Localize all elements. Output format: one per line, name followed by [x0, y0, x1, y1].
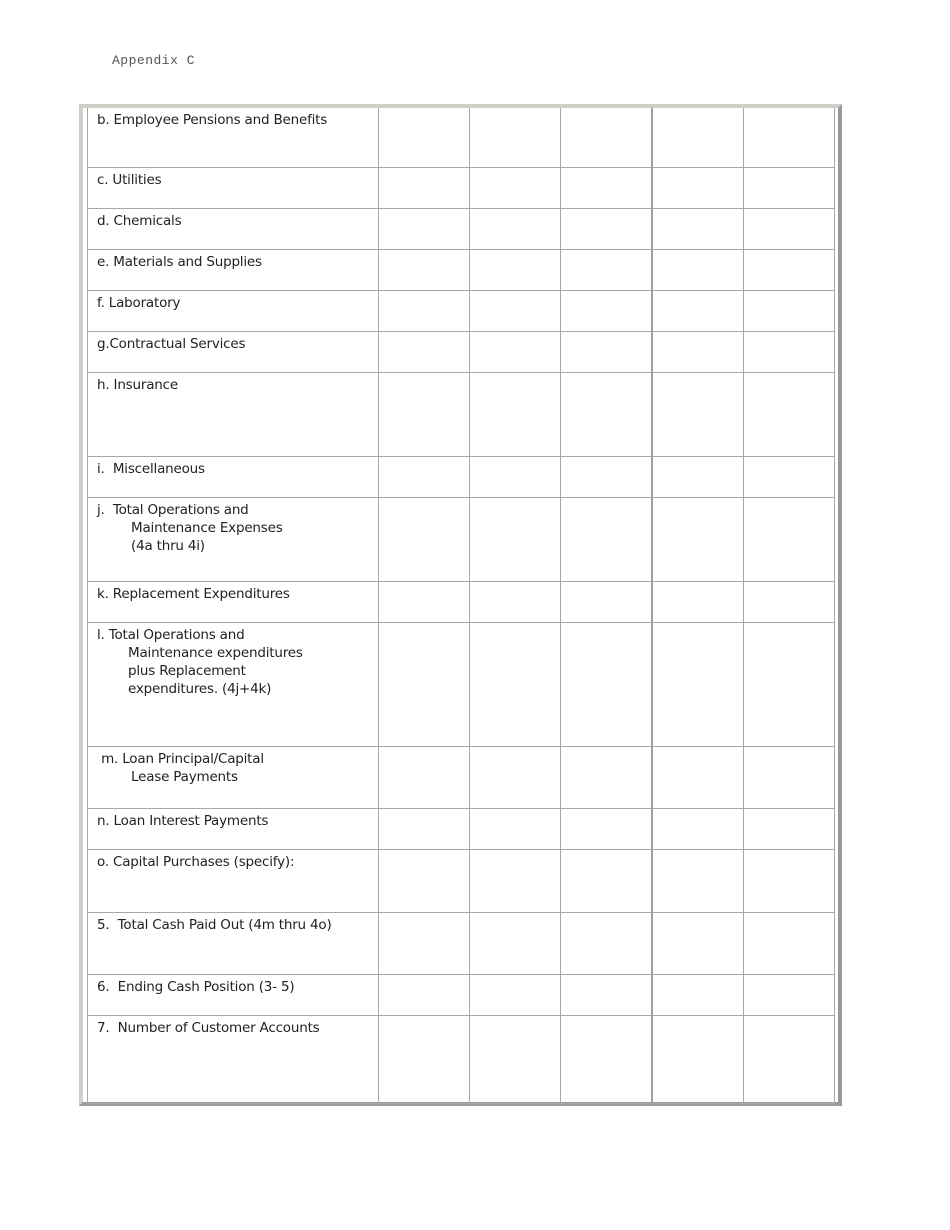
value-cell[interactable] — [470, 372, 561, 456]
row-label-line: m. Loan Principal/Capital — [97, 750, 264, 767]
value-cell[interactable] — [379, 331, 470, 372]
table-row — [88, 746, 835, 808]
value-cell[interactable] — [561, 331, 652, 372]
value-cell[interactable] — [470, 581, 561, 622]
row-label-line: 6. Ending Cash Position (3- 5) — [97, 978, 295, 995]
value-cell[interactable] — [561, 167, 652, 208]
value-cell[interactable] — [652, 372, 744, 456]
row-label-line: e. Materials and Supplies — [97, 253, 262, 270]
table-row — [88, 290, 835, 331]
row-label-line: f. Laboratory — [97, 294, 181, 311]
row-label-line: l. Total Operations and — [97, 626, 245, 643]
value-cell[interactable] — [470, 167, 561, 208]
value-cell[interactable] — [652, 1015, 744, 1103]
value-cell[interactable] — [561, 1015, 652, 1103]
value-cell[interactable] — [652, 331, 744, 372]
value-cell[interactable] — [379, 208, 470, 249]
value-cell[interactable] — [652, 974, 744, 1015]
value-cell[interactable] — [652, 581, 744, 622]
value-cell[interactable] — [379, 108, 470, 167]
value-cell[interactable] — [470, 622, 561, 746]
table-row — [88, 372, 835, 456]
value-cell[interactable] — [470, 1015, 561, 1103]
value-cell[interactable] — [379, 249, 470, 290]
table-row — [88, 849, 835, 912]
value-cell[interactable] — [470, 849, 561, 912]
table-row — [88, 808, 835, 849]
value-cell[interactable] — [379, 581, 470, 622]
value-cell[interactable] — [561, 808, 652, 849]
row-label-line: i. Miscellaneous — [97, 460, 205, 477]
table-row — [88, 249, 835, 290]
value-cell[interactable] — [561, 372, 652, 456]
row-label — [88, 849, 379, 912]
value-cell[interactable] — [379, 456, 470, 497]
row-label — [88, 1015, 379, 1103]
value-cell[interactable] — [744, 1015, 835, 1103]
row-label-line: o. Capital Purchases (specify): — [97, 853, 295, 870]
value-cell[interactable] — [652, 746, 744, 808]
row-label — [88, 497, 379, 581]
value-cell[interactable] — [561, 912, 652, 974]
value-cell[interactable] — [561, 456, 652, 497]
value-cell[interactable] — [744, 372, 835, 456]
value-cell[interactable] — [652, 912, 744, 974]
row-label — [88, 912, 379, 974]
row-label — [88, 974, 379, 1015]
value-cell[interactable] — [744, 849, 835, 912]
value-cell[interactable] — [652, 208, 744, 249]
table-row — [88, 456, 835, 497]
table-row — [88, 912, 835, 974]
value-cell[interactable] — [379, 849, 470, 912]
row-label-line: plus Replacement — [128, 662, 246, 679]
value-cell[interactable] — [470, 746, 561, 808]
value-cell[interactable] — [379, 1015, 470, 1103]
value-cell[interactable] — [652, 456, 744, 497]
value-cell[interactable] — [379, 746, 470, 808]
value-cell[interactable] — [744, 331, 835, 372]
row-label-line: j. Total Operations and — [97, 501, 249, 518]
row-label — [88, 167, 379, 208]
table-row — [88, 108, 835, 167]
table-row — [88, 167, 835, 208]
value-cell[interactable] — [470, 808, 561, 849]
value-cell[interactable] — [470, 974, 561, 1015]
value-cell[interactable] — [470, 331, 561, 372]
value-cell[interactable] — [379, 497, 470, 581]
value-cell[interactable] — [561, 849, 652, 912]
value-cell[interactable] — [561, 208, 652, 249]
row-label — [88, 249, 379, 290]
value-cell[interactable] — [652, 167, 744, 208]
page-header: Appendix C — [112, 53, 196, 68]
value-cell[interactable] — [470, 912, 561, 974]
row-label-line: expenditures. (4j+4k) — [128, 680, 272, 697]
row-label — [88, 456, 379, 497]
row-label-line: Lease Payments — [131, 768, 238, 785]
value-cell[interactable] — [744, 497, 835, 581]
row-label-line: 7. Number of Customer Accounts — [97, 1019, 320, 1036]
expense-table-frame — [79, 104, 842, 1106]
value-cell[interactable] — [652, 249, 744, 290]
value-cell[interactable] — [744, 912, 835, 974]
table-row — [88, 622, 835, 746]
value-cell[interactable] — [744, 808, 835, 849]
value-cell[interactable] — [652, 497, 744, 581]
value-cell[interactable] — [652, 108, 744, 167]
value-cell[interactable] — [744, 249, 835, 290]
value-cell[interactable] — [379, 167, 470, 208]
value-cell[interactable] — [379, 622, 470, 746]
row-label-line: g.Contractual Services — [97, 335, 246, 352]
row-label-line: c. Utilities — [97, 171, 162, 188]
value-cell[interactable] — [470, 497, 561, 581]
row-label-line: d. Chemicals — [97, 212, 182, 229]
row-label-line: b. Employee Pensions and Benefits — [97, 112, 328, 128]
row-label-line: Maintenance Expenses — [131, 519, 283, 536]
table-row — [88, 331, 835, 372]
table-row — [88, 1015, 835, 1103]
row-label-line: k. Replacement Expenditures — [97, 585, 290, 602]
table-row — [88, 581, 835, 622]
value-cell[interactable] — [561, 622, 652, 746]
value-cell[interactable] — [561, 108, 652, 167]
row-label-line: Maintenance expenditures — [128, 644, 303, 661]
value-cell[interactable] — [744, 622, 835, 746]
expense-table — [87, 108, 835, 1104]
value-cell[interactable] — [744, 208, 835, 249]
row-label-line: (4a thru 4i) — [131, 537, 205, 554]
table-row — [88, 497, 835, 581]
value-cell[interactable] — [379, 372, 470, 456]
row-label — [88, 622, 379, 746]
value-cell[interactable] — [561, 249, 652, 290]
value-cell[interactable] — [379, 974, 470, 1015]
value-cell[interactable] — [470, 290, 561, 331]
value-cell[interactable] — [561, 974, 652, 1015]
value-cell[interactable] — [561, 581, 652, 622]
value-cell[interactable] — [561, 290, 652, 331]
row-label — [88, 581, 379, 622]
row-label-line: h. Insurance — [97, 376, 178, 393]
row-label — [88, 372, 379, 456]
table-row — [88, 208, 835, 249]
value-cell[interactable] — [744, 290, 835, 331]
row-label-line: 5. Total Cash Paid Out (4m thru 4o) — [97, 916, 332, 933]
value-cell[interactable] — [652, 849, 744, 912]
value-cell[interactable] — [744, 167, 835, 208]
row-label — [88, 808, 379, 849]
value-cell[interactable] — [744, 456, 835, 497]
row-label — [88, 331, 379, 372]
row-label-line: n. Loan Interest Payments — [97, 812, 269, 829]
value-cell[interactable] — [379, 808, 470, 849]
value-cell[interactable] — [652, 622, 744, 746]
value-cell[interactable] — [561, 497, 652, 581]
row-label — [88, 108, 379, 167]
value-cell[interactable] — [744, 108, 835, 167]
value-cell[interactable] — [379, 912, 470, 974]
value-cell[interactable] — [379, 290, 470, 331]
value-cell[interactable] — [652, 290, 744, 331]
table-row — [88, 974, 835, 1015]
value-cell[interactable] — [744, 581, 835, 622]
value-cell[interactable] — [470, 208, 561, 249]
row-label — [88, 746, 379, 808]
value-cell[interactable] — [561, 746, 652, 808]
value-cell[interactable] — [744, 974, 835, 1015]
row-label — [88, 290, 379, 331]
row-label — [88, 208, 379, 249]
value-cell[interactable] — [470, 249, 561, 290]
value-cell[interactable] — [744, 746, 835, 808]
value-cell[interactable] — [470, 456, 561, 497]
value-cell[interactable] — [470, 108, 561, 167]
value-cell[interactable] — [652, 808, 744, 849]
